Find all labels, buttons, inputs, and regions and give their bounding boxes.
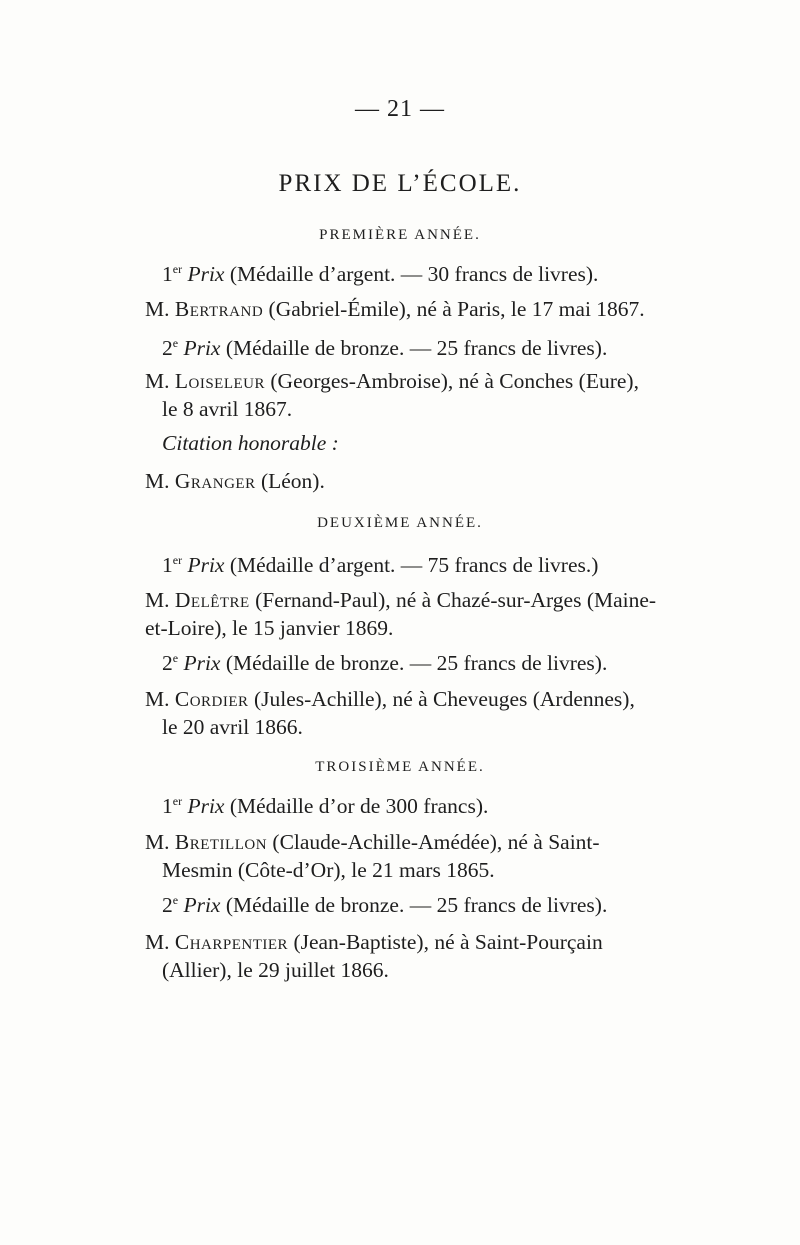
laureate-continuation: et-Loire), le 15 janvier 1869. — [145, 616, 394, 640]
laureate-continuation: le 20 avril 1866. — [162, 715, 303, 739]
laureate-name: Bretillon — [174, 830, 268, 854]
prize-line: 2e Prix (Médaille de bronze. — 25 francs de livres). — [162, 650, 608, 675]
prize-line: 1er Prix (Médaille d’argent. — 75 francs de livres.) — [162, 552, 599, 577]
laureate-continuation: Mesmin (Côte-d’Or), le 21 mars 1865. — [162, 858, 495, 882]
page-title: PRIX DE L’ÉCOLE. — [278, 170, 522, 197]
laureate-line: M. Delêtre (Fernand-Paul), né à Chazé-sur-Arges (Maine- — [145, 588, 657, 612]
laureate-continuation: le 8 avril 1867. — [162, 397, 293, 421]
laureate-line: M. Bretillon (Claude-Achille-Amédée), né à Saint- — [145, 830, 600, 854]
laureate-name: Granger — [174, 469, 256, 493]
prize-line: 1er Prix (Médaille d’or de 300 francs). — [162, 793, 489, 818]
laureate-continuation: (Allier), le 29 juillet 1866. — [162, 958, 389, 982]
laureate-name: Bertrand — [174, 297, 264, 321]
page-number: — 21 — — [355, 96, 445, 122]
section-heading: DEUXIÈME ANNÉE. — [317, 515, 483, 531]
section-heading: PREMIÈRE ANNÉE. — [319, 227, 481, 243]
laureate-name: Delêtre — [174, 588, 250, 612]
citation-line: M. Granger (Léon). — [145, 469, 325, 493]
prize-line: 1er Prix (Médaille d’argent. — 30 francs de livres). — [162, 261, 599, 286]
prize-line: 2e Prix (Médaille de bronze. — 25 francs de livres). — [162, 335, 608, 360]
laureate-line: M. Charpentier (Jean-Baptiste), né à Saint-Pourçain — [145, 930, 603, 954]
citation-label: Citation honorable : — [162, 431, 339, 455]
section-heading: TROISIÈME ANNÉE. — [315, 759, 485, 775]
laureate-name: Cordier — [174, 687, 249, 711]
prize-line: 2e Prix (Médaille de bronze. — 25 francs de livres). — [162, 892, 608, 917]
laureate-name: Loiseleur — [174, 369, 266, 393]
laureate-line: M. Loiseleur (Georges-Ambroise), né à Conches (Eure), — [145, 369, 639, 393]
laureate-line: M. Cordier (Jules-Achille), né à Cheveuges (Ardennes), — [145, 687, 635, 711]
laureate-line: M. Bertrand (Gabriel-Émile), né à Paris, le 17 mai 1867. — [145, 297, 645, 321]
laureate-name: Charpentier — [174, 930, 289, 954]
